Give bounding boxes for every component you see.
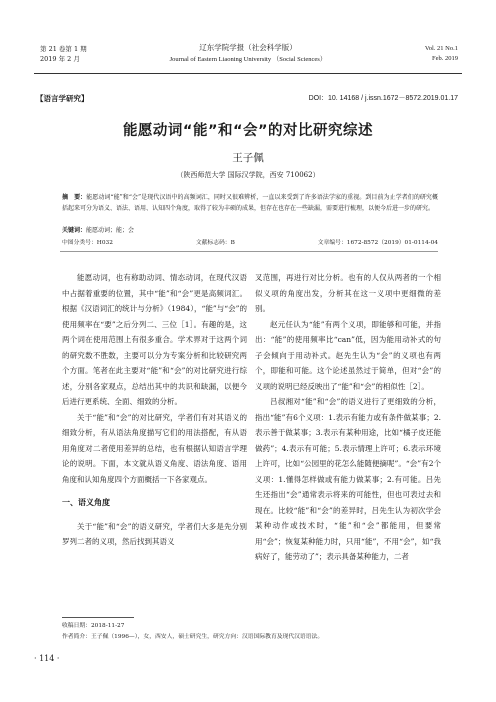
body-column-left [62,270,247,550]
issue-info-en [425,44,458,64]
issue-info [40,44,87,64]
article-title: 能愿动词“能”和“会”的对比研究综述 [122,123,374,139]
body-paragraph: 吕叔湘对“能”和“会”的语义进行了更细致的分析，指出“能”有6个义项：1.表示有能力或有条件做某事；2.表示善于做某事；3.表示有某种用途，比如“橘子皮还能做药”；4.表示有可能；5.表示情理上许可；6.表示环境上许可，比如“公园里的花怎么能随便摘呢”。“会”有2个义项：1.懂得怎样做或有能力做某事；2.有可能。吕先生还指出“会”通常表示将来的可能性，但也可表过去和现在。比较“能”和“会”的差异时，吕先生认为初次学会某种动作或技术时，“能”和“会”都能用，但要常用“会”；恢复某种能力时，只用“能”，不用“会”，如“我病好了，能劳动了”；表示具备某种能力，二者 [255,397,441,561]
article-number: 文章编号：1672-8572（2019）01-0114-04 [317,240,438,246]
clc-number: 中图分类号：H032 [62,240,113,246]
received-date: 收稿日期：2018-11-27 [62,623,125,629]
keywords-text: 能愿动词；能；会 [86,227,135,234]
header-rule [34,73,462,74]
doi: DOI：10. 14168 / j.issn.1672－8572.2019.01.17 [308,95,458,102]
body-paragraph: 赵元任认为“能”有两个义项，即能够和可能，并指出：“能”的使用频率比“can”低，因为能用动补式的句子会倾向于用动补式。赵先生认为“会”的义项也有两个，即能和可能。这个论述虽然过于简单，但对“会”的义项的说明已经反映出了“能”和“会”的相似性［2］。 [255,319,441,391]
section-heading: 一、语义角度 [62,498,110,507]
author-name: 王子佩 [232,152,264,164]
body-paragraph: 关于“能”和“会”的对比研究，学者们有对其语义的细致分析，有从语法角度描写它们的用法搭配，有从语用角度对二者使用差异的总结，也有根据认知语言学理论的说明。下面，本文就从语义角度、语法角度、语用角度和认知角度四个方面概括一下各家观点。 [62,412,247,484]
author-bio: 作者简介：王子佩（1996—），女，西安人，硕士研究生，研究方向：汉语国际教育及现代汉语语法。 [62,634,324,640]
journal-name-cn: 辽东学院学报（社会科学版） [199,43,297,52]
volume-en: Vol. 21 No.1 [424,45,458,52]
abstract-rule [60,251,438,252]
keywords-label: 关键词： [62,227,87,234]
abstract-label: 摘 要： [62,194,87,201]
keywords [62,225,134,234]
body-paragraph: 叉范围，再进行对比分析。也有的人仅从两者的一个相似义项的角度出发，分析其在这一义项中更细微的差别。 [255,273,441,313]
document-code: 文献标志码：B [195,240,235,246]
section-tag: 【语言学研究】 [36,94,89,103]
body-column-right [255,270,441,565]
issue-date: 2019 年 2 月 [40,55,80,63]
page-number: · 114 · [34,654,60,663]
journal-name-en: Journal of Eastern Liaoning University （Social Sciences） [169,56,327,63]
abstract-text: 能愿动词“能”和“会”是现代汉语中的高频词汇，同时又很难辨析，一直以来受到了许多语法学家的重视。到目前为止学者们的研究概括起来可分为语义、语法、语用、认知四个角度，取得了较为丰硕的成果，但存在也存在一些缺漏，需要进行梳理，以便今后进一步的研究。 [62,194,438,212]
body-paragraph: 能愿动词，也有称助动词、情态动词，在现代汉语中占据着重要的位置，其中“能”和“会”更是高频词汇。根据《汉语词汇的统计与分析》（1984），“能”与“会”的使用频率在“要”之后分列二、三位［1］。有趣的是，这两个词在使用范围上有很多重合。学术界对于这两个词的研究数不胜数，主要可以分为专案分析和比较研究两个方面。笔者在此主要对“能”和“会”的对比研究进行综述，分别各家观点，总结出其中的共识和缺漏，以便今后进行更系统、全面、细致的分析。 [62,273,247,406]
footnote-rule [62,617,134,618]
abstract [62,193,438,214]
body-paragraph: 关于“能”和“会”的语义研究，学者们大多是先分别罗列二者的义项，然后找到其语义 [62,521,247,546]
date-en: Feb. 2019 [432,55,458,62]
author-affiliation: （陕西师范大学 国际汉学院，西安 710062） [176,171,320,179]
volume-issue: 第 21 卷第 1 期 [40,45,87,53]
journal-name [140,42,356,66]
classification-row [62,237,438,246]
